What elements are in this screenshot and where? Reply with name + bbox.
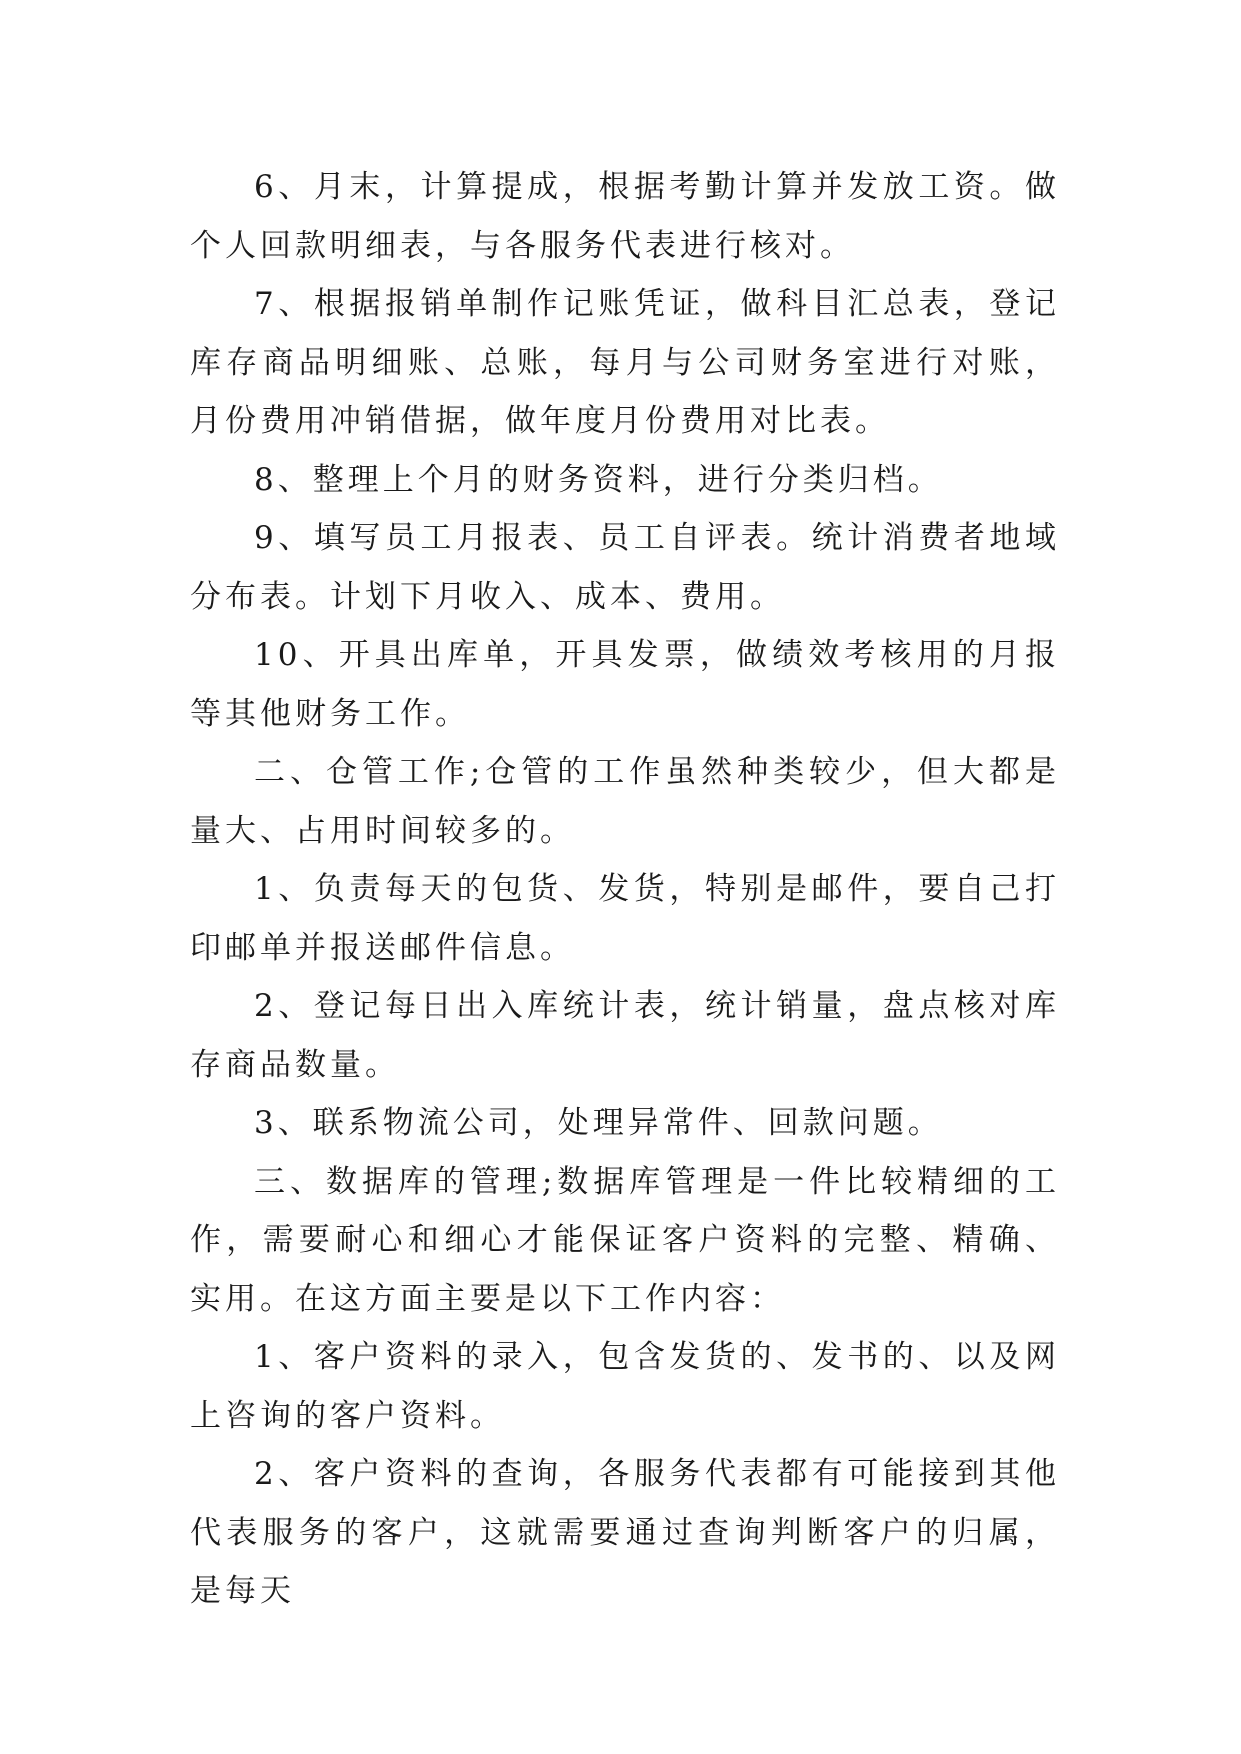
- paragraph-item-9-reports: 9、填写员工月报表、员工自评表。统计消费者地域分布表。计划下月收入、成本、费用。: [190, 520, 1060, 615]
- paragraph-item-2-inventory: 2、登记每日出入库统计表，统计销量，盘点核对库存商品数量。: [190, 988, 1060, 1083]
- section-heading-warehouse: 二、仓管工作;仓管的工作虽然种类较少，但大都是量大、占用时间较多的。: [190, 754, 1060, 849]
- paragraph-item-7-vouchers: 7、根据报销单制作记账凭证，做科目汇总表，登记库存商品明细账、总账，每月与公司财务室进行对账，月份费用冲销借据，做年度月份费用对比表。: [190, 286, 1060, 439]
- paragraph-item-1-shipping: 1、负责每天的包货、发货，特别是邮件，要自己打印邮单并报送邮件信息。: [190, 871, 1060, 966]
- paragraph-item-1-data-entry: 1、客户资料的录入，包含发货的、发书的、以及网上咨询的客户资料。: [190, 1339, 1060, 1434]
- paragraph-item-8-archiving: 8、整理上个月的财务资料，进行分类归档。: [254, 461, 943, 498]
- paragraph-item-10-invoices: 10、开具出库单，开具发票，做绩效考核用的月报等其他财务工作。: [190, 637, 1060, 732]
- paragraph-item-3-logistics: 3、联系物流公司，处理异常件、回款问题。: [254, 1105, 943, 1141]
- section-heading-database: 三、数据库的管理;数据库管理是一件比较精细的工作，需要耐心和细心才能保证客户资料的完整、精确、实用。在这方面主要是以下工作内容：: [190, 1163, 1060, 1317]
- paragraph-item-6-salary: 6、月末，计算提成，根据考勤计算并发放工资。做个人回款明细表，与各服务代表进行核对。: [190, 169, 1060, 264]
- paragraph-item-2-data-query: 2、客户资料的查询，各服务代表都有可能接到其他代表服务的客户，这就需要通过查询判断客户的归属，是每天: [190, 1456, 1060, 1609]
- document-body: [190, 158, 1060, 1621]
